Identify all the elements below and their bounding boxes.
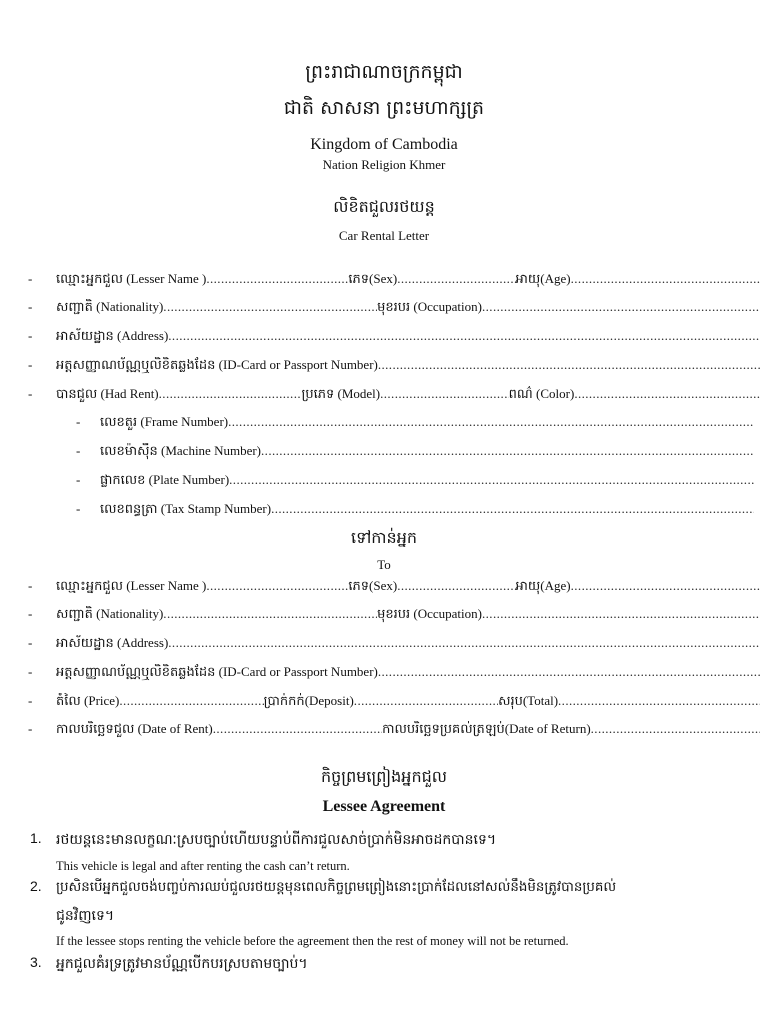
lessee-name-label-kh: ឈ្មោះអ្នកជួល — [56, 579, 123, 594]
plate-number-row: - ផ្លាកលេខ (Plate Number) ..... — [76, 472, 754, 494]
agreement-item-text-en: If the lessee stops renting the vehicle before the agreement then the rest of money will not be returned. — [56, 934, 569, 948]
lessor-occupation-label-en: (Occupation) — [413, 299, 482, 314]
dates-row: - កាលបរិច្ឆេទជួល (Date of Rent) ..... កាលបរិច្ឆេទប្រគល់ត្រឡប់ (Date of Return) ..... — [28, 721, 760, 743]
color-label-kh: ពណ៌ — [508, 387, 533, 402]
frame-label-en: (Frame Number) — [140, 414, 229, 429]
lessor-name-label-en: (Lesser Name ) — [126, 271, 207, 286]
to-heading-en: To — [377, 557, 391, 572]
date-rent-label-kh: កាលបរិច្ឆេទជួល — [56, 722, 135, 737]
date-return-label-en: (Date of Return) — [504, 721, 591, 736]
date-return-field[interactable] — [591, 721, 760, 737]
lessor-age-label-en: (Age) — [540, 271, 571, 286]
agreement-item — [30, 878, 760, 950]
lessor-name-row: - ឈ្មោះអ្នកជួល (Lesser Name ) ..... ភេទ (Sex) ..... អាយុ (Age) ..... — [28, 271, 760, 293]
frame-label-kh: លេខតួរ — [100, 415, 138, 430]
lessor-name-field[interactable] — [206, 271, 348, 287]
lessee-name-field[interactable] — [206, 578, 348, 594]
lessor-nationality-field[interactable] — [163, 299, 377, 315]
date-rent-label-en: (Date of Rent) — [137, 721, 213, 736]
color-field[interactable] — [574, 386, 760, 402]
lessee-address-row: - អាស័យដ្ឋាន (Address) ..... — [28, 635, 760, 657]
lessee-name-row: - ឈ្មោះអ្នកជួល (Lesser Name ) ..... ភេទ (Sex) ..... អាយុ (Age) ..... — [28, 578, 760, 600]
deposit-label-en: (Deposit) — [304, 693, 354, 708]
tax-label-kh: លេខពន្ធត្រា — [100, 502, 158, 517]
lessor-occupation-label-kh: មុខរបរ — [377, 300, 411, 315]
kingdom-title-en: Kingdom of Cambodia — [310, 136, 458, 153]
machine-label-kh: លេខម៉ាស៊ីន — [100, 444, 158, 459]
date-rent-field[interactable] — [213, 721, 382, 737]
model-label-en: (Model) — [337, 386, 381, 401]
lessor-id-label-kh: អត្តសញ្ញាណប័ណ្ណឬលិខិតឆ្លងដែន — [56, 358, 216, 373]
tax-stamp-field[interactable] — [271, 501, 754, 517]
model-field[interactable] — [380, 386, 509, 402]
agreement-title-kh: កិច្ចព្រមព្រៀងអ្នកជួល — [320, 767, 447, 786]
lessor-nationality-label-kh: សញ្ជាតិ — [56, 300, 93, 315]
lessor-nationality-row: - សញ្ជាតិ (Nationality) ..... មុខរបរ (Occupation) ..... — [28, 299, 760, 321]
lessee-id-label-en: (ID-Card or Passport Number) — [218, 664, 378, 679]
lessor-sex-field[interactable] — [397, 271, 515, 287]
lessee-occupation-label-kh: មុខរបរ — [377, 607, 411, 622]
lessee-sex-label-kh: ភេទ — [348, 579, 370, 594]
lessee-id-field[interactable] — [378, 664, 760, 680]
agreement-item-number: 2. — [30, 878, 42, 894]
agreement-item-number: 3. — [30, 954, 42, 970]
rent-label-kh: បានជួល — [56, 387, 98, 402]
agreement-item-text-kh: អ្នកជួលគំរទ្រត្រូវមានប័ណ្ណបើកបរស្របតាមច្បាប់។ — [56, 956, 308, 972]
lessee-address-field[interactable] — [168, 635, 760, 651]
lessor-sex-label-kh: ភេទ — [348, 272, 370, 287]
agreement-item-text-kh: ប្រសិនបើអ្នកជួលចង់បញ្ចប់ការឈប់ជួលរថយន្តមុនពេលកិច្ចព្រមព្រៀងនោះប្រាក់ដែលនៅសល់នឹងមិនត្រូវបានប្រគល់ — [56, 880, 617, 895]
rent-field[interactable] — [159, 386, 302, 402]
plate-label-en: (Plate Number) — [148, 472, 230, 487]
total-field[interactable] — [558, 693, 760, 709]
frame-number-field[interactable] — [228, 414, 754, 430]
lessee-nationality-label-en: (Nationality) — [96, 606, 164, 621]
lessee-sex-field[interactable] — [397, 578, 515, 594]
lessor-occupation-field[interactable] — [482, 299, 760, 315]
document-title-en: Car Rental Letter — [338, 228, 430, 243]
agreement-title-en: Lessee Agreement — [322, 798, 446, 815]
lessee-age-label-en: (Age) — [540, 578, 571, 593]
agreement-item — [30, 830, 760, 878]
machine-number-row: - លេខម៉ាស៊ីន (Machine Number) ..... — [76, 443, 754, 465]
agreement-item-text-kh-continued: ជូនវិញទេ។ — [56, 908, 115, 924]
tax-label-en: (Tax Stamp Number) — [160, 501, 272, 516]
price-label-en: (Price) — [84, 693, 120, 708]
price-label-kh: តំលៃ — [56, 694, 81, 709]
lessor-address-row: - អាស័យដ្ឋាន (Address) ..... — [28, 328, 760, 350]
lessee-sex-label-en: (Sex) — [369, 578, 398, 593]
lessee-age-label-kh: អាយុ — [515, 579, 541, 594]
lessee-occupation-label-en: (Occupation) — [413, 606, 482, 621]
lessor-name-label-kh: ឈ្មោះអ្នកជួល — [56, 272, 123, 287]
machine-label-en: (Machine Number) — [161, 443, 262, 458]
agreement-item-number: 1. — [30, 830, 42, 846]
lessor-nationality-label-en: (Nationality) — [96, 299, 164, 314]
lessee-age-field[interactable] — [571, 578, 760, 594]
deposit-label-kh: ប្រាក់កក់ — [263, 694, 305, 709]
lessee-id-label-kh: អត្តសញ្ញាណប័ណ្ណឬលិខិតឆ្លងដែន — [56, 665, 216, 680]
machine-number-field[interactable] — [261, 443, 754, 459]
total-label-en: (Total) — [522, 693, 559, 708]
frame-number-row: - លេខតួរ (Frame Number) ..... — [76, 414, 754, 436]
lessee-id-row: - អត្តសញ្ញាណប័ណ្ណឬលិខិតឆ្លងដែន (ID-Card or Passport Number) ..... — [28, 664, 760, 686]
total-label-kh: សរុប — [498, 694, 523, 709]
lessee-nationality-label-kh: សញ្ជាតិ — [56, 607, 93, 622]
lessee-name-label-en: (Lesser Name ) — [126, 578, 207, 593]
lessor-id-row: - អត្តសញ្ញាណប័ណ្ណឬលិខិតឆ្លងដែន (ID-Card or Passport Number) ..... — [28, 357, 760, 379]
lessor-id-label-en: (ID-Card or Passport Number) — [218, 357, 378, 372]
agreement-item — [30, 954, 760, 980]
document-title-kh: លិខិតជួលរថយន្ត — [333, 197, 435, 216]
lessor-address-label-kh: អាស័យដ្ឋាន — [56, 329, 114, 344]
price-row: - តំលៃ (Price) ..... ប្រាក់កក់ (Deposit) ..... សរុប (Total) ..... — [28, 693, 760, 715]
agreement-item-text-kh: រថយន្តនេះមានលក្ខណៈស្របច្បាប់ហើយបន្ទាប់ពីការជួលសាច់ប្រាក់មិនអាចដកបានទេ។ — [56, 832, 497, 848]
lessee-occupation-field[interactable] — [482, 606, 760, 622]
lessee-nationality-field[interactable] — [163, 606, 377, 622]
agreement-item-text-en: This vehicle is legal and after renting the cash can’t return. — [56, 859, 350, 873]
lessee-address-label-en: (Address) — [117, 635, 169, 650]
lessor-rent-row: - បានជួល (Had Rent) ..... ប្រភេទ (Model) ..... ពណ៌ (Color) ..... — [28, 386, 760, 408]
color-label-en: (Color) — [536, 386, 575, 401]
lessee-address-label-kh: អាស័យដ្ឋាន — [56, 636, 114, 651]
tax-stamp-row: - លេខពន្ធត្រា (Tax Stamp Number) ..... — [76, 501, 754, 523]
lessor-address-field[interactable] — [168, 328, 760, 344]
lessor-sex-label-en: (Sex) — [369, 271, 398, 286]
lessor-age-field[interactable] — [571, 271, 760, 287]
rent-label-en: (Had Rent) — [100, 386, 159, 401]
plate-label-kh: ផ្លាកលេខ — [100, 473, 146, 488]
price-field[interactable] — [119, 693, 263, 709]
lessee-nationality-row: - សញ្ជាតិ (Nationality) ..... មុខរបរ (Occupation) ..... — [28, 606, 760, 628]
model-label-kh: ប្រភេទ — [301, 387, 335, 402]
lessor-age-label-kh: អាយុ — [515, 272, 541, 287]
plate-number-field[interactable] — [229, 472, 754, 488]
lessor-address-label-en: (Address) — [117, 328, 169, 343]
to-heading-kh: ទៅកាន់អ្នក — [350, 528, 417, 547]
deposit-field[interactable] — [354, 693, 498, 709]
date-return-label-kh: កាលបរិច្ឆេទប្រគល់ត្រឡប់ — [382, 722, 505, 737]
motto-en: Nation Religion Khmer — [322, 157, 446, 172]
motto-kh: ជាតិ សាសនា ព្រះមហាក្សត្រ — [283, 97, 485, 119]
lessor-id-field[interactable] — [378, 357, 760, 373]
kingdom-title-kh: ព្រះរាជាណាចក្រកម្ពុជា — [305, 61, 463, 83]
